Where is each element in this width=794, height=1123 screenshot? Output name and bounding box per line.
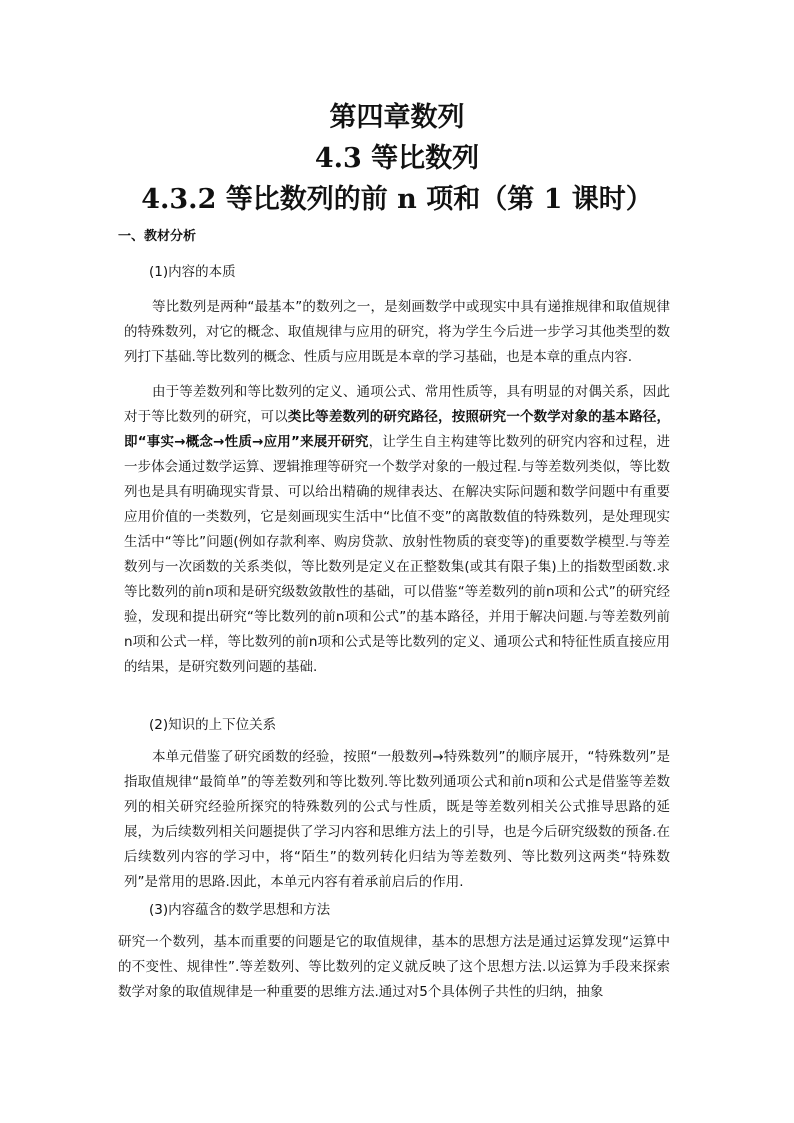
section-title: 4.3 等比数列 — [314, 143, 480, 174]
subheading-content-essence: (1)内容的本质 — [149, 264, 236, 280]
paragraph-knowledge-relation: 本单元借鉴了研究函数的经验，按照“一般数列→特殊数列”的顺序展开，“特殊数列”是指取值规律“最简单”的等差数列和等比数列.等比数列通项公式和前n项和公式是借鉴等差数列的相关研究经验所探究的特殊数列的公式与性质，既是等差数列相关公式推导思路的延展，为后续数列相关问题提供了学习内容和思维方法上的引导，也是今后研究级数的预备.在后续数列内容的学习中，将“陌生”的数列转化归结为等差数列、等比数列这两类“特殊数列”是常用的思路.因此，本单元内容有着承前启后的作用. — [124, 749, 670, 890]
paragraph-text: 由于等差数列和等比数列的定义、通项公式、常用性质等，具有明显的对偶关系，因此对于等比数列的研究，可以 — [124, 384, 670, 425]
paragraph-essence-1: 等比数列是两种“最基本”的数列之一，是刻画数学中或现实中具有递推规律和取值规律的特殊数列，对它的概念、取值规律与应用的研究，将为学生今后进一步学习其他类型的数列打下基础.等比数列的概念、性质与应用既是本章的学习基础，也是本章的重点内容. — [124, 299, 670, 365]
paragraph-essence-2 — [124, 380, 670, 706]
subheading-math-thinking: (3)内容蕴含的数学思想和方法 — [149, 902, 331, 918]
paragraph-text: ，让学生自主构建等比数列的研究内容和过程，进一步体会通过数学运算、逻辑推理等研究一个数学对象的一般过程.与等差数列类似，等比数列也是具有明确现实背景、可以给出精确的规律表达、在解决实际问题和数学问题中有重要应用价值的一类数列，它是刻画现实生活中“比值不变”的离散数值的特殊数列，是处理现实生活中“等比”问题(例如存款利率、购房贷款、放射性物质的衰变等)的重要数学模型.与等差数列与一次函数的关系类似，等比数列是定义在正整数集(或其有限子集)上的指数型函数.求等比数列的前n项和是研究级数敛散性的基础，可以借鉴“等差数列的前n项和公式”的研究经验，发现和提出研究“等比数列的前n项和公式”的基本路径，并用于解决问题.与等差数列前n项和公式一样，等比数列的前n项和公式是等比数列的定义、通项公式和特征性质直接应用的结果，是研究数列问题的基础. — [124, 434, 671, 675]
chapter-title: 第四章数列 — [329, 102, 465, 133]
lesson-title: 4.3.2 等比数列的前 n 项和（第 1 课时） — [141, 184, 653, 215]
subheading-knowledge-relation: (2)知识的上下位关系 — [149, 717, 277, 733]
section-heading-textbook-analysis: 一、教材分析 — [118, 229, 197, 244]
paragraph-math-thinking: 研究一个数列，基本而重要的问题是它的取值规律，基本的思想方法是通过运算发现“运算中的不变性、规律性”.等差数列、等比数列的定义就反映了这个思想方法.以运算为手段来探索数学对象的取值规律是一种重要的思维方法.通过对5个具体例子共性的归纳，抽象 — [118, 934, 670, 1000]
paragraph-bold-text: 类比等差数列的研究路径，按照研究一个数学对象的基本路径，即“事实→概念→性质→应用”来展开研究 — [124, 409, 671, 450]
